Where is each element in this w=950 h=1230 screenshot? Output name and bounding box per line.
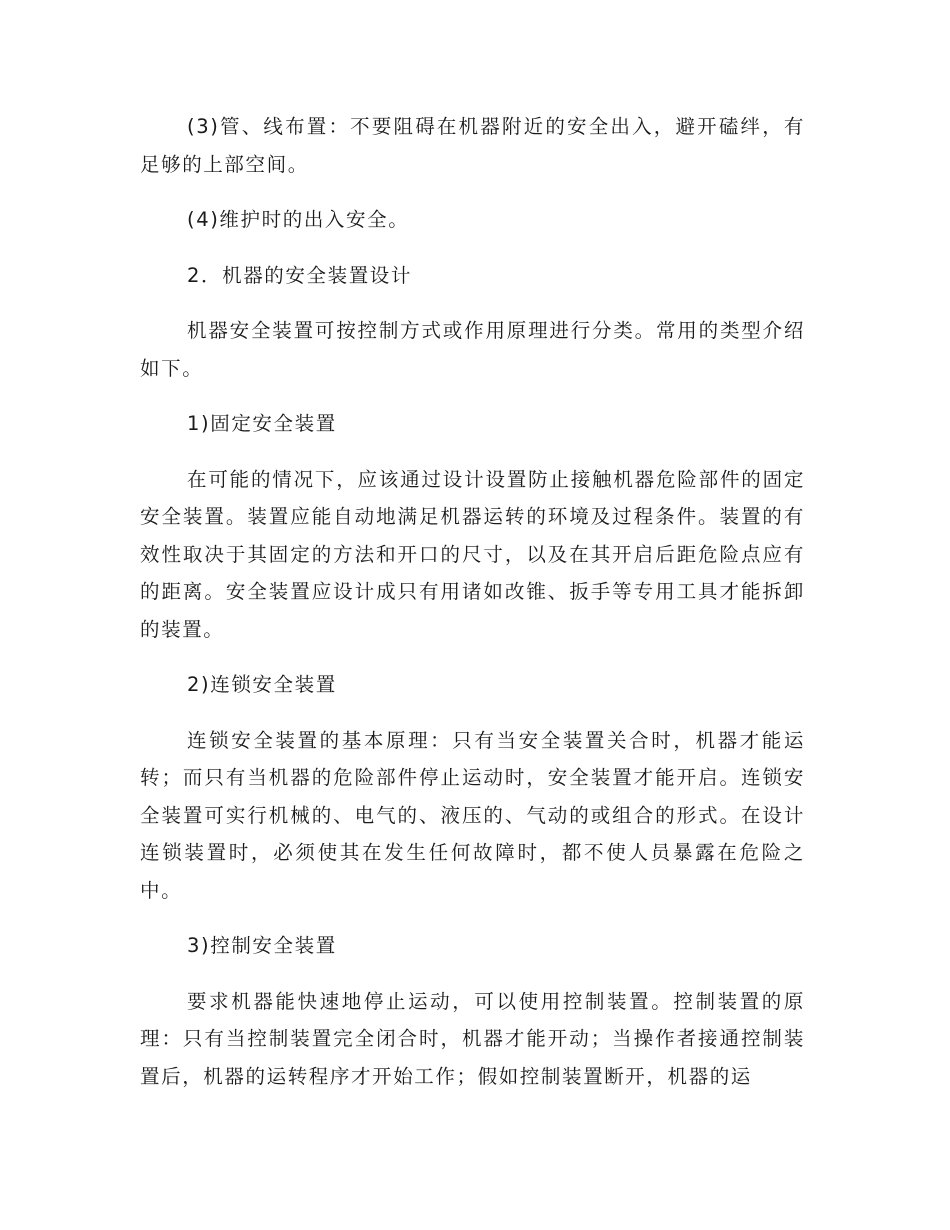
section-heading: 2．机器的安全装置设计 xyxy=(187,263,413,287)
body-paragraph: 要求机器能快速地停止运动，可以使用控制装置。控制装置的原理：只有当控制装置完全闭合时，机器才能开动；当操作者接通控制装置后，机器的运转程序才开始工作；假如控制装置断开，机器的运 xyxy=(140,989,805,1088)
list-item-pipe-layout: (3)管、线布置：不要阻碍在机器附近的安全出入，避开磕绊，有足够的上部空间。 xyxy=(140,115,805,176)
body-paragraph: 连锁安全装置的基本原理：只有当安全装置关合时，机器才能运转；而只有当机器的危险部件停止运动时，安全装置才能开启。连锁安全装置可实行机械的、电气的、液压的、气动的或组合的形式。在设计连锁装置时，必须使其在发生任何故障时，都不使人员暴露在危险之中。 xyxy=(140,728,805,902)
subheading-fixed-guard: 1)固定安全装置 xyxy=(187,412,337,435)
body-paragraph: 在可能的情况下，应该通过设计设置防止接触机器危险部件的固定安全装置。装置应能自动地满足机器运转的环境及过程条件。装置的有效性取决于其固定的方法和开口的尺寸，以及在其开启后距危险点应有的距离。安全装置应设计成只有用诸如改锥、扳手等专用工具才能拆卸的装置。 xyxy=(140,467,805,641)
body-paragraph: 机器安全装置可按控制方式或作用原理进行分类。常用的类型介绍如下。 xyxy=(140,319,805,380)
document-body xyxy=(140,108,805,1113)
list-item-maintenance-access: (4)维护时的出入安全。 xyxy=(187,208,410,231)
subheading-control-guard: 3)控制安全装置 xyxy=(187,934,337,957)
subheading-interlock-guard: 2)连锁安全装置 xyxy=(187,673,337,696)
